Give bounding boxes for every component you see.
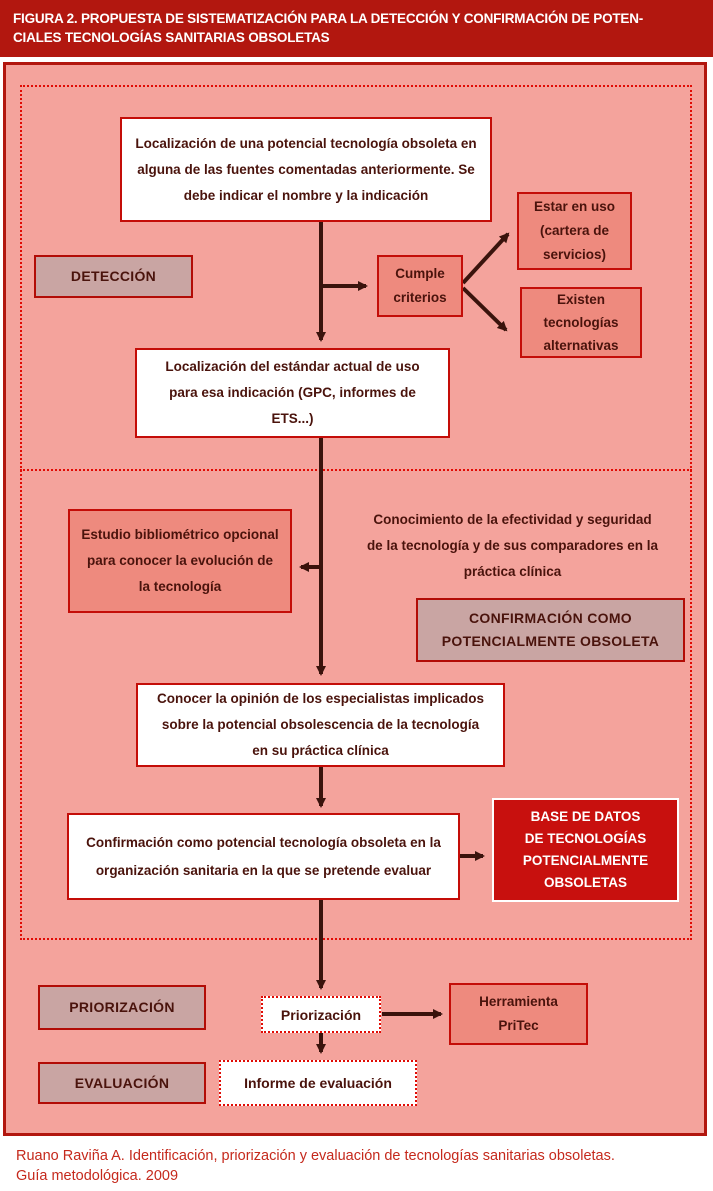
criterion-estar-en-uso: Estar en uso (cartera de servicios): [517, 192, 632, 270]
step-confirmacion-organizacion: Confirmación como potencial tecnología obsoleta en la organización sanitaria en la que se pretende evaluar: [67, 813, 460, 900]
section-label-priorizacion: PRIORIZACIÓN: [38, 985, 206, 1030]
tool-herramienta-pritec: Herramienta PriTec: [449, 983, 588, 1045]
decision-cumple-criterios: Cumple criterios: [377, 255, 463, 317]
output-base-datos: BASE DE DATOS DE TECNOLOGÍAS POTENCIALMENTE OBSOLETAS: [492, 798, 679, 902]
citation-text: Ruano Raviña A. Identificación, priorización y evaluación de tecnologías sanitarias obsoletas. Guía metodológica. 2009: [16, 1148, 615, 1184]
step-opinion-especialistas: Conocer la opinión de los especialistas implicados sobre la potencial obsolescencia de la tecnología en su práctica clínica: [136, 683, 505, 767]
section-label-evaluacion: EVALUACIÓN: [38, 1062, 206, 1104]
step-priorizacion: Priorización: [261, 996, 381, 1033]
criterion-existen-alternativas: Existen tecnologías alternativas: [520, 287, 642, 358]
note-conocimiento-efectividad: Conocimiento de la efectividad y seguridad de la tecnología y de sus comparadores en la práctica clínica: [366, 512, 659, 579]
section-label-confirmacion: CONFIRMACIÓN COMO POTENCIALMENTE OBSOLETA: [416, 598, 685, 662]
dashed-section-divider: [20, 469, 692, 471]
step-localizacion-fuentes: Localización de una potencial tecnología obsoleta en alguna de las fuentes comentadas anteriormente. Se debe indicar el nombre y la indicación: [120, 117, 492, 222]
output-informe-evaluacion: Informe de evaluación: [219, 1060, 417, 1106]
step-estudio-bibliometrico: Estudio bibliométrico opcional para conocer la evolución de la tecnología: [68, 509, 292, 613]
figure-title: FIGURA 2. PROPUESTA DE SISTEMATIZACIÓN PARA LA DETECCIÓN Y CONFIRMACIÓN DE POTEN- CIALES TECNOLOGÍAS SANITARIAS OBSOLETAS: [0, 0, 713, 57]
step-localizacion-estandar: Localización del estándar actual de uso para esa indicación (GPC, informes de ETS...): [135, 348, 450, 438]
section-label-deteccion: DETECCIÓN: [34, 255, 193, 298]
